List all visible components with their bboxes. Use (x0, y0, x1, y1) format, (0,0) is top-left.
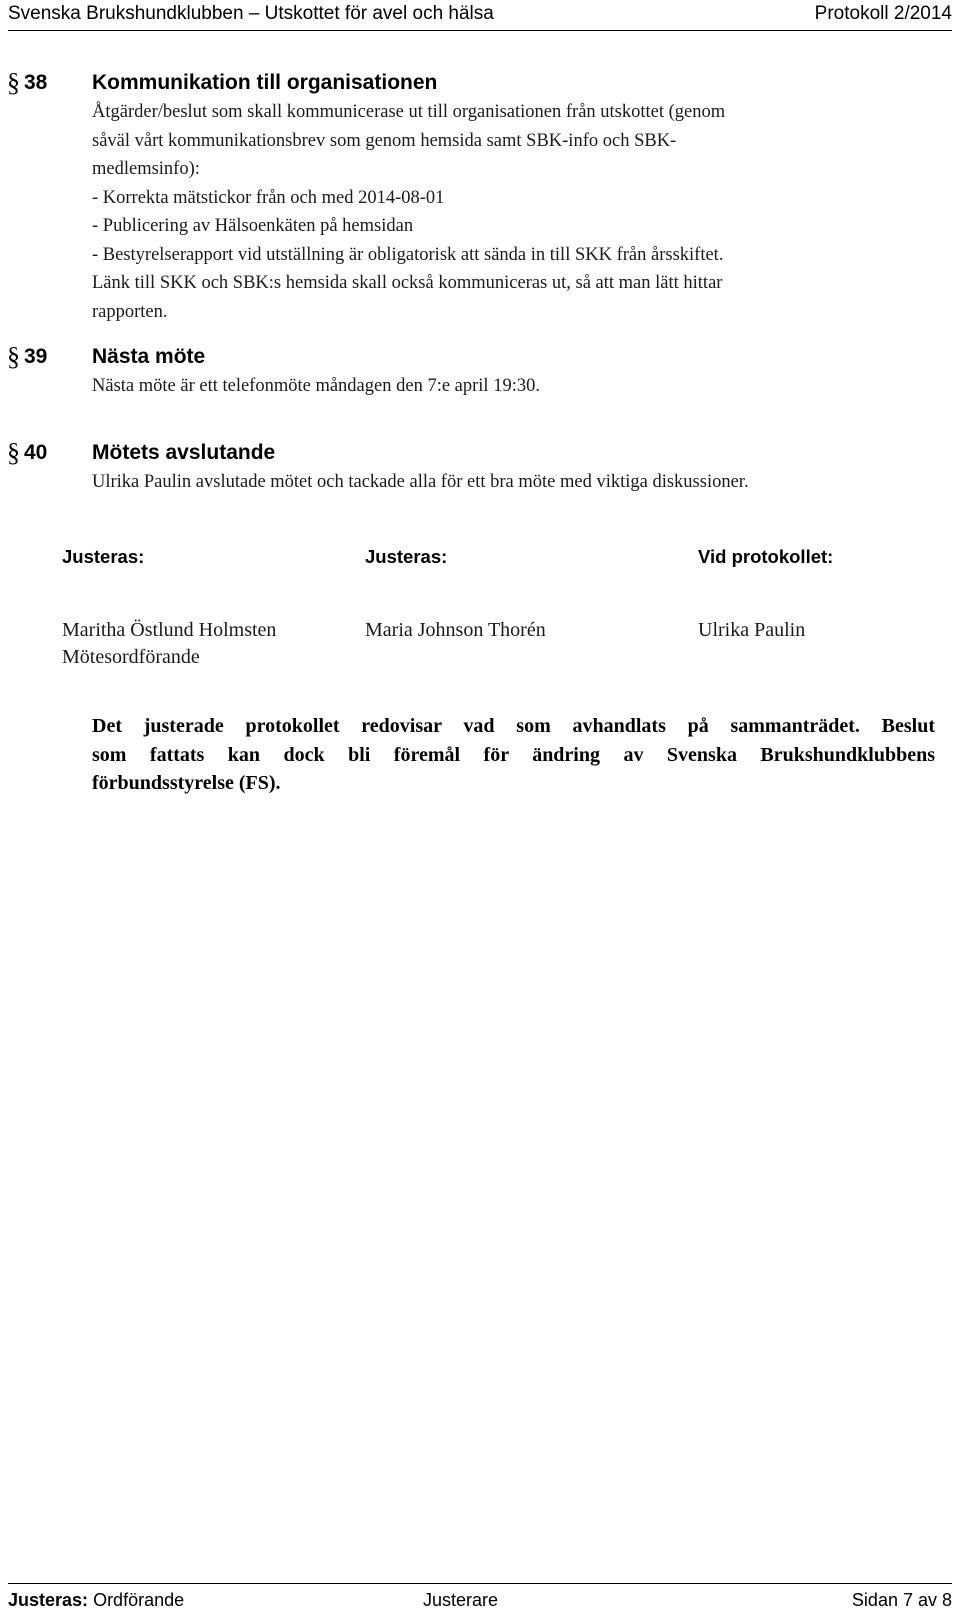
body-line: - Korrekta mätstickor från och med 2014-08-01 (92, 187, 445, 208)
body-line: Länk till SKK och SBK:s hemsida skall också kommuniceras ut, så att man lätt hittar (92, 273, 723, 293)
note-line: förbundsstyrelse (FS). (92, 772, 281, 794)
paragraph-symbol: § (7, 68, 20, 97)
signatory-name: Maritha Östlund Holmsten (62, 619, 277, 641)
footer-justerare: Justerare (423, 1590, 499, 1610)
protocol-number: Protokoll 2/2014 (814, 3, 952, 24)
section-body (92, 372, 942, 401)
section-number: 40 (24, 441, 48, 464)
body-line: - Bestyrelserapport vid utställning är obligatorisk att sända in till SKK från årsskiftet. (92, 244, 724, 265)
section-title: Nästa möte (92, 345, 206, 368)
footer-justeras (8, 1587, 184, 1613)
page-header (8, 0, 952, 31)
section-body (92, 98, 942, 326)
signatory-name: Maria Johnson Thorén (365, 619, 546, 641)
footer-ordforande: Ordförande (93, 1590, 185, 1610)
note-line: Det justerade protokollet redovisar vad som avhandlats på sammanträdet. Beslut (92, 715, 935, 737)
page-footer (8, 1583, 952, 1614)
section-title: Mötets avslutande (92, 441, 276, 464)
protocol-note (92, 712, 935, 798)
body-line: rapporten. (92, 301, 168, 322)
signature-heading: Vid protokollet: (698, 546, 834, 567)
note-line: som fattats kan dock bli föremål för ändring av Svenska Brukshundklubbens (92, 743, 935, 766)
header-title: Svenska Brukshundklubben – Utskottet för avel och hälsa (8, 3, 494, 24)
signature-heading: Justeras: (62, 546, 145, 567)
body-line: - Publicering av Hälsoenkäten på hemsidan (92, 216, 414, 236)
body-line: Nästa möte är ett telefonmöte måndagen den 7:e april 19:30. (92, 376, 540, 396)
body-line: medlemsinfo): (92, 159, 200, 179)
signatory-role: Mötesordförande (62, 646, 200, 668)
body-line: såväl vårt kommunikationsbrev som genom hemsida samt SBK-info och SBK- (92, 130, 677, 151)
footer-justeras-label: Justeras: (8, 1590, 89, 1610)
section-number: 38 (24, 71, 48, 94)
body-line: Åtgärder/beslut som skall kommunicerase ut till organisationen från utskottet (genom (92, 102, 726, 122)
body-line: Ulrika Paulin avslutade mötet och tackade alla för ett bra möte med viktiga diskussioner. (92, 472, 749, 492)
section-body (92, 468, 942, 497)
section-title: Kommunikation till organisationen (92, 71, 438, 94)
signatory-name: Ulrika Paulin (698, 619, 806, 641)
section-number: 39 (24, 345, 48, 368)
paragraph-symbol: § (7, 342, 20, 371)
page-number: Sidan 7 av 8 (851, 1590, 952, 1610)
paragraph-symbol: § (7, 438, 20, 467)
signature-heading: Justeras: (365, 546, 448, 567)
